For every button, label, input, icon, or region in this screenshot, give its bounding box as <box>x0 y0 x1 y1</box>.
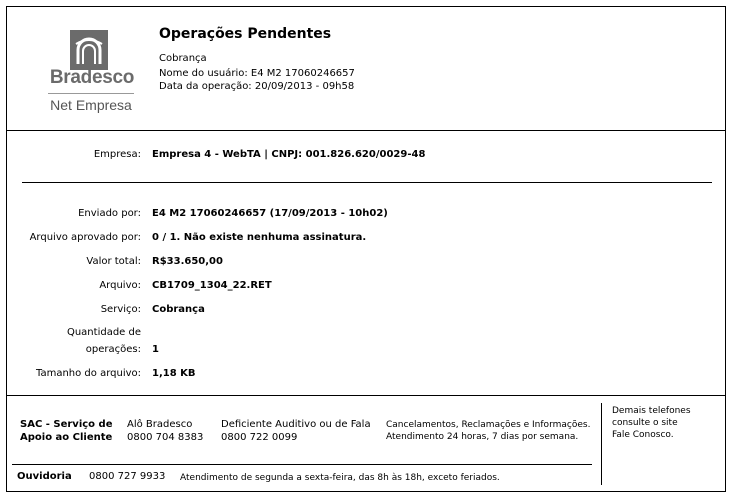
sac-title-line2: Apoio ao Cliente <box>20 432 113 443</box>
sac-title-line1: SAC - Serviço de <box>20 419 113 430</box>
aprovado-value: 0 / 1. Não existe nenhuma assinatura. <box>152 232 367 243</box>
logo-separator <box>48 93 134 94</box>
logo-subtitle: Net Empresa <box>50 97 132 113</box>
servico-label: Serviço: <box>100 304 141 315</box>
operation-date: Data da operação: 20/09/2013 - 09h58 <box>159 81 355 92</box>
ouvidoria-label: Ouvidoria <box>17 471 72 482</box>
footer-vertical-divider <box>601 403 602 485</box>
alo-bradesco-label: Alô Bradesco <box>127 419 193 430</box>
valor-value: R$33.650,00 <box>152 256 223 267</box>
ouvidoria-divider <box>12 464 592 465</box>
arquivo-label: Arquivo: <box>99 280 141 291</box>
ouvidoria-hours: Atendimento de segunda a sexta-feira, das 8h às 18h, exceto feriados. <box>180 473 500 483</box>
page-title: Operações Pendentes <box>159 26 332 42</box>
fale-conosco-link[interactable]: Fale Conosco. <box>612 430 674 440</box>
empresa-value: Empresa 4 - WebTA | CNPJ: 001.826.620/0029-48 <box>152 149 426 160</box>
cancelamentos-line1: Cancelamentos, Reclamações e Informações. <box>386 420 591 430</box>
user-name: Nome do usuário: E4 M2 17060246657 <box>159 68 355 79</box>
footer-divider <box>7 395 725 396</box>
content-divider <box>22 182 712 183</box>
alo-bradesco-phone: 0800 704 8383 <box>127 432 204 443</box>
servico-value: Cobrança <box>152 304 205 315</box>
aprovado-label: Arquivo aprovado por: <box>29 232 141 243</box>
page-subtitle: Cobrança <box>159 53 207 64</box>
tamanho-value: 1,18 KB <box>152 368 196 379</box>
arquivo-value: CB1709_1304_22.RET <box>152 280 272 291</box>
quantidade-label-line1: Quantidade de <box>66 327 141 338</box>
tamanho-label: Tamanho do arquivo: <box>36 368 141 379</box>
quantidade-value: 1 <box>152 344 159 355</box>
demais-telefones-line2: consulte o site <box>612 418 678 428</box>
empresa-label: Empresa: <box>93 149 141 160</box>
valor-label: Valor total: <box>86 256 141 267</box>
enviado-value: E4 M2 17060246657 (17/09/2013 - 10h02) <box>152 208 388 219</box>
header-divider <box>7 130 725 131</box>
deficiente-phone: 0800 722 0099 <box>221 432 298 443</box>
demais-telefones-line1: Demais telefones <box>612 406 691 416</box>
ouvidoria-phone: 0800 727 9933 <box>89 471 166 482</box>
bradesco-logo-icon <box>70 30 108 70</box>
deficiente-label: Deficiente Auditivo ou de Fala <box>221 419 371 430</box>
logo-name: Bradesco <box>49 67 135 88</box>
enviado-label: Enviado por: <box>78 208 141 219</box>
cancelamentos-line2: Atendimento 24 horas, 7 dias por semana. <box>386 432 579 442</box>
quantidade-label-line2: operações: <box>85 344 141 355</box>
